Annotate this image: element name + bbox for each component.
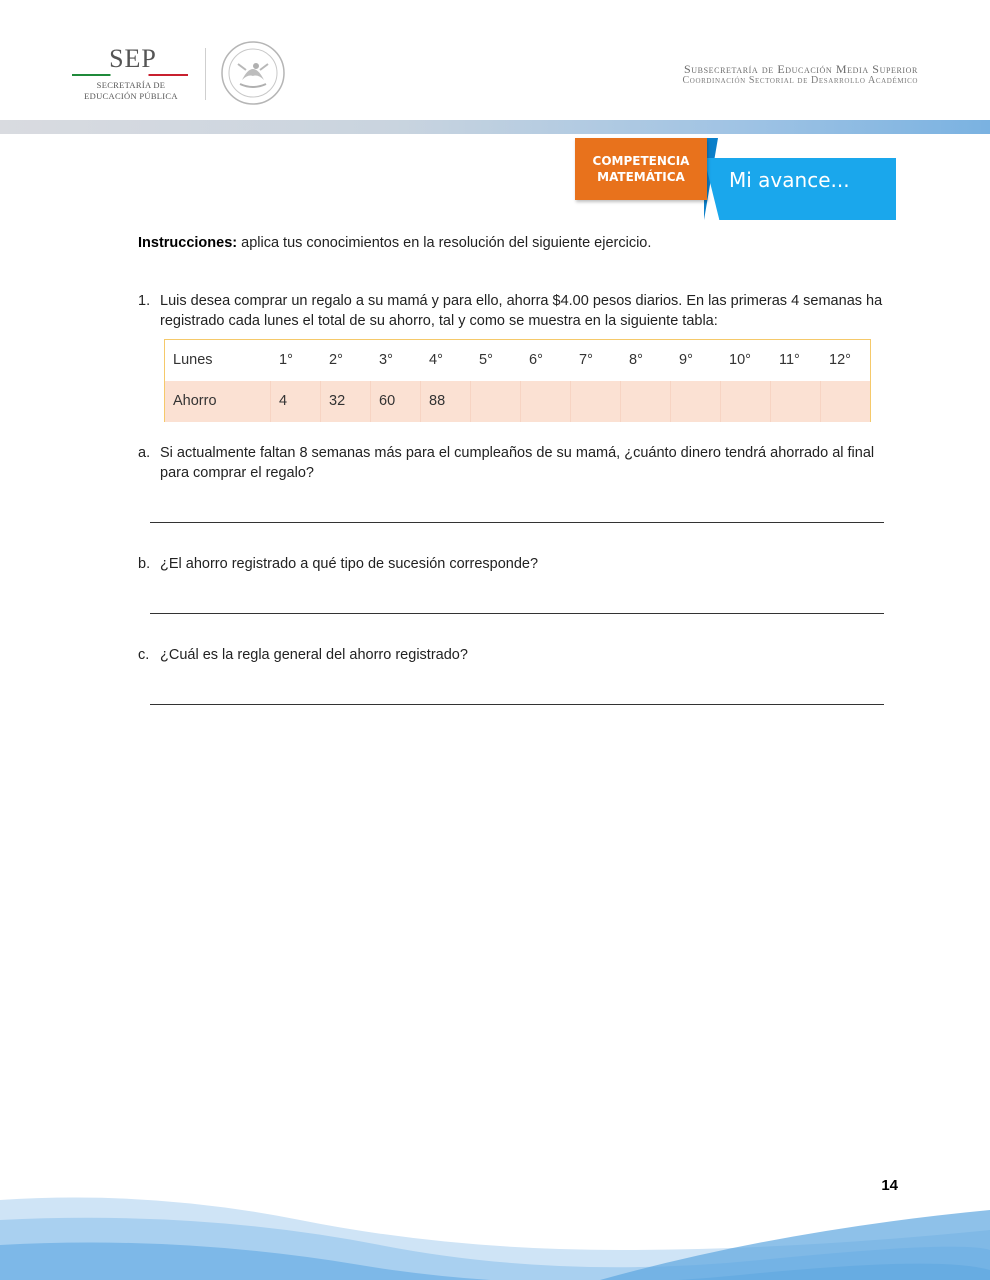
header-gradient-bar — [0, 120, 990, 134]
instructions — [138, 233, 898, 253]
question-c-line1: ¿Cuál es la regla general del ahorro registrado? — [160, 647, 468, 663]
question-a-line2: para comprar el regalo? — [160, 465, 314, 481]
table-week-cell: 2° — [329, 352, 343, 368]
page-number: 14 — [881, 1177, 898, 1194]
subsecretaria-title: Subsecretaría de Educación Media Superior — [684, 62, 918, 76]
question-b-line1: ¿El ahorro registrado a qué tipo de sucesión corresponde? — [160, 556, 539, 572]
table-week-cell: 5° — [479, 352, 493, 368]
competencia-line1: COMPETENCIA — [592, 154, 690, 168]
table-header-label: Lunes — [173, 352, 213, 368]
question-1-number: 1. — [138, 293, 151, 309]
header-divider — [205, 48, 206, 100]
sep-logo-subtitle — [72, 80, 190, 102]
table-savings-cell — [571, 381, 621, 422]
answer-line-a[interactable] — [150, 522, 884, 523]
table-row-label: Ahorro — [165, 381, 271, 422]
table-week-cell: 7° — [579, 352, 593, 368]
question-a-line1: Si actualmente faltan 8 semanas más para el cumpleaños de su mamá, ¿cuánto dinero tendrá ahorrado al final — [160, 445, 875, 461]
table-week-cell: 6° — [529, 352, 543, 368]
table-savings-cell: 88 — [421, 381, 471, 422]
question-b-letter: b. — [138, 556, 151, 572]
table-week-cell: 4° — [429, 352, 443, 368]
table-week-cell: 8° — [629, 352, 643, 368]
instructions-label: Instrucciones: — [138, 235, 238, 251]
table-row-ahorro — [165, 381, 870, 422]
table-week-cell: 10° — [729, 352, 751, 368]
question-c-letter: c. — [138, 647, 150, 663]
coordinacion-title: Coordinación Sectorial de Desarrollo Académico — [682, 75, 918, 86]
question-1-line1: Luis desea comprar un regalo a su mamá y para ello, ahorra $4.00 pesos diarios. En las primeras 4 semanas ha — [160, 293, 883, 309]
answer-line-b[interactable] — [150, 613, 884, 614]
table-savings-cell — [721, 381, 771, 422]
question-1-line2: registrado cada lunes el total de su ahorro, tal y como se muestra en la siguiente tabla: — [160, 313, 718, 329]
answer-line-c[interactable] — [150, 704, 884, 705]
table-week-cell: 12° — [829, 352, 851, 368]
table-savings-cell — [671, 381, 721, 422]
instructions-text: aplica tus conocimientos en la resolución del siguiente ejercicio. — [237, 235, 652, 251]
table-savings-cell — [821, 381, 870, 422]
table-week-cell: 3° — [379, 352, 393, 368]
mexican-coat-of-arms-seal-icon — [220, 40, 286, 106]
mi-avance-text: Mi avance... — [729, 168, 850, 192]
table-savings-cell — [771, 381, 821, 422]
table-savings-cell — [621, 381, 671, 422]
table-savings-cell: 4 — [271, 381, 321, 422]
sep-logo-subtitle-line1: SECRETARÍA DE — [96, 80, 166, 90]
table-week-cell: 11° — [779, 352, 800, 368]
sep-logo-text: SEP — [109, 44, 157, 73]
question-a-letter: a. — [138, 445, 151, 461]
table-savings-cell: 60 — [371, 381, 421, 422]
footer-waves-decoration — [0, 1190, 990, 1280]
competencia-matematica-badge — [575, 138, 707, 200]
sep-logo-flag-line — [72, 74, 188, 76]
competencia-line2: MATEMÁTICA — [597, 170, 685, 184]
table-row-lunes — [165, 340, 870, 381]
sep-logo-subtitle-line2: EDUCACIÓN PÚBLICA — [84, 91, 178, 101]
table-savings-cell — [471, 381, 521, 422]
table-savings-cell — [521, 381, 571, 422]
table-week-cell: 9° — [679, 352, 693, 368]
table-savings-cell: 32 — [321, 381, 371, 422]
savings-table — [164, 339, 871, 422]
table-week-cell: 1° — [279, 352, 293, 368]
